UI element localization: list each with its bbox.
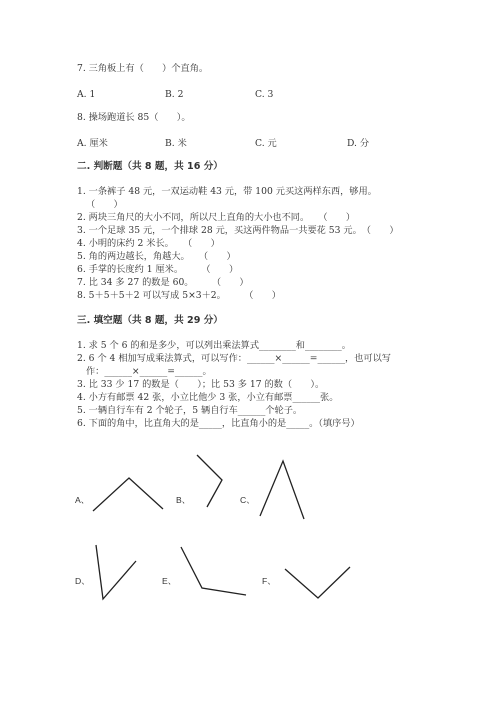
section-3-title: 三. 填空题（共 8 题，共 29 分）: [77, 315, 223, 326]
question-8-text: 8. 操场跑道长 85（ ）。: [77, 112, 191, 123]
fill-item-4: 4. 小方有邮票 42 张，小立比他少 3 张，小立有邮票______张。: [77, 392, 339, 403]
q7-option-c[interactable]: C. 3: [255, 89, 274, 100]
q7-option-b[interactable]: B. 2: [165, 89, 184, 100]
judge-item-8: 8. 5＋5＋5＋2 可以写成 5×3＋2。 （ ）: [77, 290, 281, 301]
q7-option-a[interactable]: A. 1: [77, 89, 96, 100]
fill-item-6: 6. 下面的角中，比直角大的是_____，比直角小的是_____。（填序号）: [77, 418, 360, 429]
q8-option-c[interactable]: C. 元: [255, 138, 277, 149]
angle-label-d: D、: [75, 576, 90, 586]
judge-item-5: 5. 角的两边越长，角越大。 （ ）: [77, 251, 236, 262]
judge-item-6: 6. 手掌的长度约 1 厘米。 （ ）: [77, 264, 239, 275]
section-2-title: 二. 判断题（共 8 题，共 16 分）: [77, 161, 223, 172]
angle-label-c: C、: [240, 495, 255, 505]
judge-item-1: 1. 一条裤子 48 元，一双运动鞋 43 元，带 100 元买这两样东西，够用。: [77, 186, 377, 197]
q8-option-d[interactable]: D. 分: [347, 138, 370, 149]
angle-label-b: B、: [176, 495, 191, 505]
fill-item-5: 5. 一辆自行车有 2 个轮子，5 辆自行车______个轮子。: [77, 405, 303, 416]
judge-item-2: 2. 两块三角尺的大小不同，所以尺上直角的大小也不同。 （ ）: [77, 212, 356, 223]
fill-item-2-cont: 作：______×______=______。: [86, 366, 212, 377]
fill-item-2: 2. 6 个 4 相加写成乘法算式，可以写作：______×______=______，也可以写: [77, 353, 391, 364]
fill-item-1: 1. 求 5 个 6 的和是多少，可以列出乘法算式________和________。: [77, 340, 351, 351]
judge-item-7: 7. 比 34 多 27 的数是 60。 （ ）: [77, 277, 249, 288]
question-7-text: 7. 三角板上有（ ）个直角。: [77, 63, 209, 74]
q8-option-a[interactable]: A. 厘米: [77, 138, 108, 149]
judge-item-3: 3. 一个足球 35 元，一个排球 28 元，买这两件物品一共要花 53 元。 （ ）: [77, 225, 399, 236]
fill-item-3: 3. 比 33 少 17 的数是（ ）；比 53 多 17 的数（ ）。: [77, 379, 325, 390]
judge-item-1-bracket[interactable]: （ ）: [86, 199, 123, 210]
angle-label-e: E、: [162, 576, 177, 586]
angle-label-a: A、: [75, 495, 90, 505]
judge-item-4: 4. 小明的床约 2 米长。 （ ）: [77, 238, 220, 249]
angle-label-f: F、: [262, 576, 276, 586]
q8-option-b[interactable]: B. 米: [165, 138, 187, 149]
